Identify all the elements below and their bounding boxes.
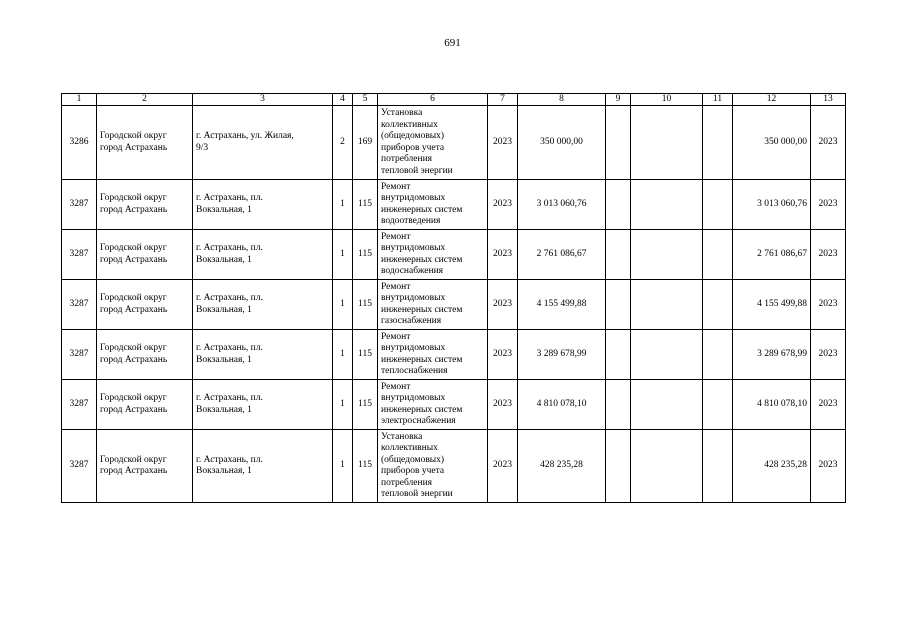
cost-cell: 4 810 078,10: [518, 380, 606, 430]
column-number: 6: [378, 94, 488, 106]
address-line: г. Астрахань, пл.: [196, 243, 263, 253]
column-5-value: 115: [353, 430, 378, 503]
municipality-cell: [97, 330, 193, 380]
work-type-line: Ремонт: [381, 281, 411, 292]
row-number: 3287: [62, 330, 97, 380]
column-5-value: 115: [353, 380, 378, 430]
column-10-value: [631, 106, 703, 180]
program-table: [61, 93, 846, 503]
work-type-line: коллективных: [381, 443, 438, 453]
cost-cell: 350 000,00: [518, 106, 606, 180]
column-number-row: [62, 94, 846, 106]
work-type-line: внутридомовых: [381, 193, 446, 203]
address-cell: [193, 330, 333, 380]
municipality-line: город Астрахань: [100, 304, 168, 315]
column-4-value: 1: [333, 230, 353, 280]
column-number: 4: [333, 94, 353, 106]
year-end-cell: 2023: [811, 106, 846, 180]
cost-cell: 2 761 086,67: [518, 230, 606, 280]
work-type-line: внутридомовых: [381, 343, 446, 353]
work-type-line: коллективных: [381, 119, 438, 130]
municipality-line: Городской округ: [100, 243, 167, 253]
work-type-line: тепловой энергии: [381, 489, 453, 499]
cost-total-cell: 4 155 499,88: [733, 280, 811, 330]
work-type-line: Установка: [381, 431, 423, 442]
work-type-cell: [378, 280, 488, 330]
work-type-line: тепловой энергии: [381, 165, 453, 176]
year-end-cell: 2023: [811, 330, 846, 380]
municipality-line: Городской округ: [100, 343, 167, 353]
cost-cell: 4 155 499,88: [518, 280, 606, 330]
year-cell: 2023: [488, 106, 518, 180]
column-4-value: 1: [333, 180, 353, 230]
year-cell: 2023: [488, 430, 518, 503]
work-type-line: газоснабжения: [381, 316, 442, 326]
column-11-value: [703, 280, 733, 330]
address-line: г. Астрахань, пл.: [196, 393, 263, 403]
column-4-value: 1: [333, 330, 353, 380]
row-number: 3287: [62, 380, 97, 430]
address-cell: [193, 430, 333, 503]
cost-cell: 3 013 060,76: [518, 180, 606, 230]
work-type-cell: [378, 180, 488, 230]
municipality-line: город Астрахань: [100, 354, 168, 365]
cost-total-cell: 350 000,00: [733, 106, 811, 180]
column-9-value: [606, 106, 631, 180]
cost-total-cell: 4 810 078,10: [733, 380, 811, 430]
column-number: 2: [97, 94, 193, 106]
column-5-value: 115: [353, 230, 378, 280]
column-5-value: 115: [353, 330, 378, 380]
municipality-line: город Астрахань: [100, 142, 168, 153]
municipality-line: Городской округ: [100, 454, 167, 465]
column-10-value: [631, 430, 703, 503]
work-type-line: инженерных систем: [381, 254, 463, 265]
column-11-value: [703, 106, 733, 180]
row-number: 3287: [62, 430, 97, 503]
column-11-value: [703, 230, 733, 280]
work-type-line: Ремонт: [381, 181, 411, 192]
year-end-cell: 2023: [811, 180, 846, 230]
municipality-cell: [97, 280, 193, 330]
table-row: [62, 106, 846, 180]
work-type-line: (общедомовых): [381, 454, 445, 465]
municipality-cell: [97, 180, 193, 230]
column-number: 13: [811, 94, 846, 106]
column-4-value: 1: [333, 280, 353, 330]
address-cell: [193, 106, 333, 180]
column-9-value: [606, 380, 631, 430]
municipality-line: город Астрахань: [100, 254, 168, 265]
address-line: Вокзальная, 1: [196, 254, 252, 265]
year-end-cell: 2023: [811, 430, 846, 503]
column-9-value: [606, 430, 631, 503]
address-line: г. Астрахань, пл.: [196, 454, 263, 465]
column-4-value: 2: [333, 106, 353, 180]
work-type-cell: [378, 106, 488, 180]
year-end-cell: 2023: [811, 280, 846, 330]
work-type-line: водоотведения: [381, 216, 441, 226]
work-type-cell: [378, 430, 488, 503]
work-type-line: Ремонт: [381, 231, 411, 242]
municipality-line: Городской округ: [100, 193, 167, 203]
work-type-line: внутридомовых: [381, 243, 446, 253]
column-9-value: [606, 180, 631, 230]
column-4-value: 1: [333, 380, 353, 430]
year-end-cell: 2023: [811, 230, 846, 280]
municipality-line: город Астрахань: [100, 404, 168, 415]
column-10-value: [631, 230, 703, 280]
municipality-cell: [97, 430, 193, 503]
column-11-value: [703, 180, 733, 230]
year-cell: 2023: [488, 180, 518, 230]
address-line: Вокзальная, 1: [196, 404, 252, 415]
year-cell: 2023: [488, 380, 518, 430]
work-type-cell: [378, 230, 488, 280]
work-type-cell: [378, 380, 488, 430]
column-11-value: [703, 380, 733, 430]
year-end-cell: 2023: [811, 380, 846, 430]
work-type-line: инженерных систем: [381, 354, 463, 365]
work-type-cell: [378, 330, 488, 380]
page-number: 691: [444, 37, 461, 49]
cost-cell: 3 289 678,99: [518, 330, 606, 380]
work-type-line: инженерных систем: [381, 404, 463, 415]
work-type-line: потребления: [381, 154, 433, 164]
table-row: [62, 180, 846, 230]
municipality-line: город Астрахань: [100, 466, 168, 476]
column-5-value: 169: [353, 106, 378, 180]
address-line: Вокзальная, 1: [196, 304, 252, 315]
cost-total-cell: 428 235,28: [733, 430, 811, 503]
column-5-value: 115: [353, 280, 378, 330]
column-9-value: [606, 230, 631, 280]
work-type-line: внутридомовых: [381, 293, 446, 303]
column-10-value: [631, 180, 703, 230]
municipality-line: Городской округ: [100, 131, 167, 141]
row-number: 3287: [62, 230, 97, 280]
column-5-value: 115: [353, 180, 378, 230]
column-number: 12: [733, 94, 811, 106]
address-cell: [193, 230, 333, 280]
address-line: г. Астрахань, пл.: [196, 293, 263, 303]
column-number: 10: [631, 94, 703, 106]
cost-cell: 428 235,28: [518, 430, 606, 503]
municipality-cell: [97, 106, 193, 180]
year-cell: 2023: [488, 330, 518, 380]
year-cell: 2023: [488, 230, 518, 280]
row-number: 3287: [62, 180, 97, 230]
column-number: 8: [518, 94, 606, 106]
table-row: [62, 280, 846, 330]
address-cell: [193, 380, 333, 430]
work-type-line: приборов учета: [381, 142, 445, 153]
table-row: [62, 230, 846, 280]
column-9-value: [606, 280, 631, 330]
row-number: 3287: [62, 280, 97, 330]
table-row: [62, 330, 846, 380]
address-line: Вокзальная, 1: [196, 354, 252, 365]
column-number: 3: [193, 94, 333, 106]
column-10-value: [631, 380, 703, 430]
address-line: г. Астрахань, ул. Жилая,: [196, 131, 294, 141]
column-number: 1: [62, 94, 97, 106]
work-type-line: инженерных систем: [381, 304, 463, 315]
municipality-cell: [97, 230, 193, 280]
column-number: 5: [353, 94, 378, 106]
column-10-value: [631, 330, 703, 380]
table-row: [62, 430, 846, 503]
municipality-line: город Астрахань: [100, 204, 168, 215]
municipality-line: Городской округ: [100, 293, 167, 303]
column-11-value: [703, 330, 733, 380]
work-type-line: потребления: [381, 477, 433, 488]
table-row: [62, 380, 846, 430]
column-number: 9: [606, 94, 631, 106]
column-11-value: [703, 430, 733, 503]
work-type-line: инженерных систем: [381, 204, 463, 215]
column-10-value: [631, 280, 703, 330]
address-line: 9/3: [196, 142, 209, 153]
address-line: г. Астрахань, пл.: [196, 343, 263, 353]
address-line: г. Астрахань, пл.: [196, 193, 263, 203]
work-type-line: электроснабжения: [381, 416, 456, 426]
address-cell: [193, 280, 333, 330]
address-line: Вокзальная, 1: [196, 466, 252, 476]
address-line: Вокзальная, 1: [196, 204, 252, 215]
work-type-line: Ремонт: [381, 381, 411, 392]
column-number: 11: [703, 94, 733, 106]
address-cell: [193, 180, 333, 230]
work-type-line: теплоснабжения: [381, 366, 448, 376]
municipality-cell: [97, 380, 193, 430]
work-type-line: внутридомовых: [381, 393, 446, 403]
column-9-value: [606, 330, 631, 380]
column-number: 7: [488, 94, 518, 106]
cost-total-cell: 2 761 086,67: [733, 230, 811, 280]
work-type-line: Установка: [381, 108, 423, 118]
row-number: 3286: [62, 106, 97, 180]
cost-total-cell: 3 289 678,99: [733, 330, 811, 380]
work-type-line: водоснабжения: [381, 266, 444, 276]
cost-total-cell: 3 013 060,76: [733, 180, 811, 230]
work-type-line: Ремонт: [381, 331, 411, 342]
municipality-line: Городской округ: [100, 393, 167, 403]
year-cell: 2023: [488, 280, 518, 330]
work-type-line: (общедомовых): [381, 131, 445, 141]
column-4-value: 1: [333, 430, 353, 503]
work-type-line: приборов учета: [381, 466, 445, 476]
